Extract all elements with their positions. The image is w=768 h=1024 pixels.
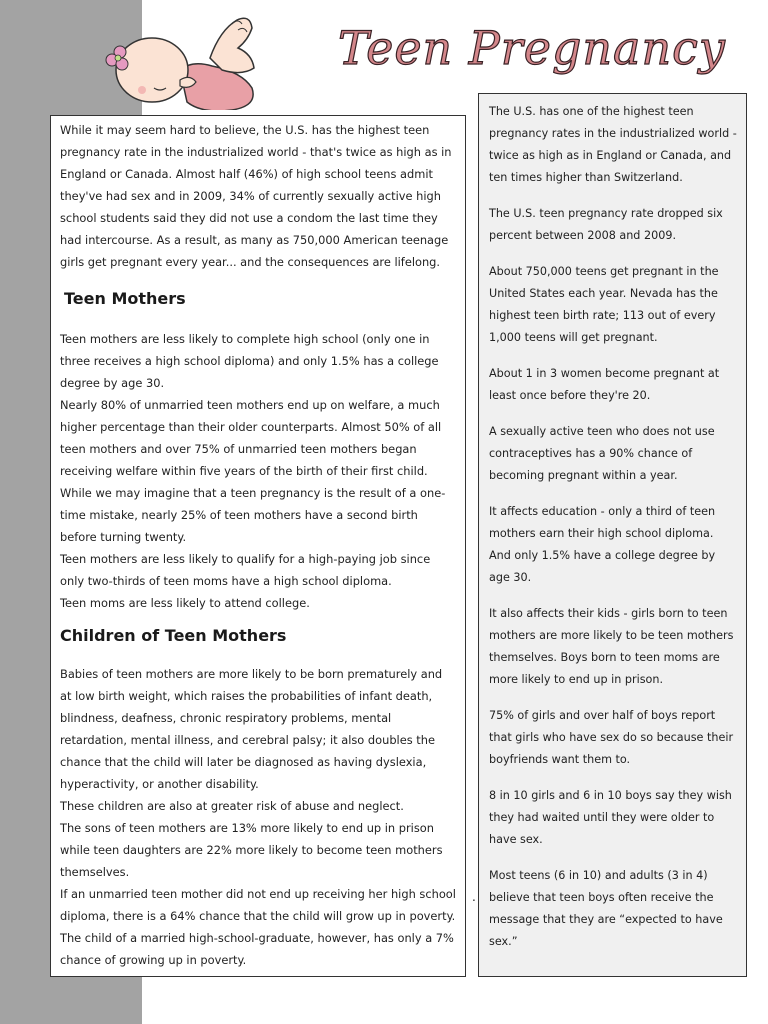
intro-paragraph: While it may seem hard to believe, the U.S. has the highest teen pregnancy rate in the industrialized world - that's twice as high as in England or Canada. Almost half (46%) of high school teens admit they've had sex and in 2009, 34% of currently sexually active high school students said they did not use a condom the last time they had intercourse. As a result, as many as 750,000 American teenage girls get pregnant every year... and the consequences are lifelong. [60,123,452,269]
fact-item: The U.S. has one of the highest teen pregnancy rates in the industrialized world - twice as high as in England or Canada, and ten times higher than Switzerland. [489,105,737,184]
baby-illustration-icon [92,10,267,110]
teen-mothers-paragraph: Teen mothers are less likely to qualify for a high-paying job since only two-thirds of teen moms have a high school diploma. [60,552,431,588]
teen-mothers-paragraph: Teen mothers are less likely to complete high school (only one in three receives a high school diploma) and only 1.5% has a college degree by age 30. [60,332,439,390]
fact-item: Most teens (6 in 10) and adults (3 in 4) believe that teen boys often receive the message that they are “expected to have sex.” [489,869,723,948]
fact-item: 8 in 10 girls and 6 in 10 boys say they wish they had waited until they were older to have sex. [489,789,732,846]
children-heading: Children of Teen Mothers [60,626,287,645]
children-paragraph: These children are also at greater risk of abuse and neglect. [60,799,404,813]
fact-item: 75% of girls and over half of boys report that girls who have sex do so because their boyfriends want them to. [489,709,734,766]
fact-item: About 750,000 teens get pregnant in the United States each year. Nevada has the highest teen birth rate; 113 out of every 1,000 teens will get pregnant. [489,265,719,344]
fact-item: The U.S. teen pregnancy rate dropped six percent between 2008 and 2009. [489,207,723,242]
stray-bullet-mark: . [472,890,476,904]
teen-mothers-heading: Teen Mothers [64,289,186,308]
fact-item: About 1 in 3 women become pregnant at least once before they're 20. [489,367,720,402]
page-title: Teen Pregnancy [338,21,726,75]
children-paragraph: If an unmarried teen mother did not end up receiving her high school diploma, there is a 64% chance that the child will grow up in poverty. The child of a married high-school-graduate, however, has only a 7% chance of growing up in poverty. [60,887,456,967]
teen-mothers-paragraph: Nearly 80% of unmarried teen mothers end up on welfare, a much higher percentage than their older counterparts. Almost 50% of all teen mothers and over 75% of unmarried teen mothers began receiving welfare within five years of the birth of their first child. [60,398,442,478]
fact-item: A sexually active teen who does not use contraceptives has a 90% chance of becoming pregnant within a year. [489,425,715,482]
children-paragraph: Babies of teen mothers are more likely to be born prematurely and at low birth weight, which raises the probabilities of infant death, blindness, deafness, chronic respiratory problems, mental retardation, mental illness, and cerebral palsy; it also doubles the chance that the child will later be diagnosed as having dyslexia, hyperactivity, or another disability. [60,667,443,791]
facts-sidebar [478,93,747,977]
main-article-box [50,115,466,977]
fact-item: It affects education - only a third of teen mothers earn their high school diploma. And only 1.5% have a college degree by age 30. [489,505,716,584]
fact-item: It also affects their kids - girls born to teen mothers are more likely to be teen mothers themselves. Boys born to teen moms are more likely to end up in prison. [489,607,734,686]
teen-mothers-paragraph: Teen moms are less likely to attend college. [60,596,310,610]
teen-mothers-paragraph: While we may imagine that a teen pregnancy is the result of a one-time mistake, nearly 25% of teen mothers have a second birth before turning twenty. [60,486,446,544]
children-paragraph: The sons of teen mothers are 13% more likely to end up in prison while teen daughters are 22% more likely to become teen mothers themselves. [60,821,443,879]
